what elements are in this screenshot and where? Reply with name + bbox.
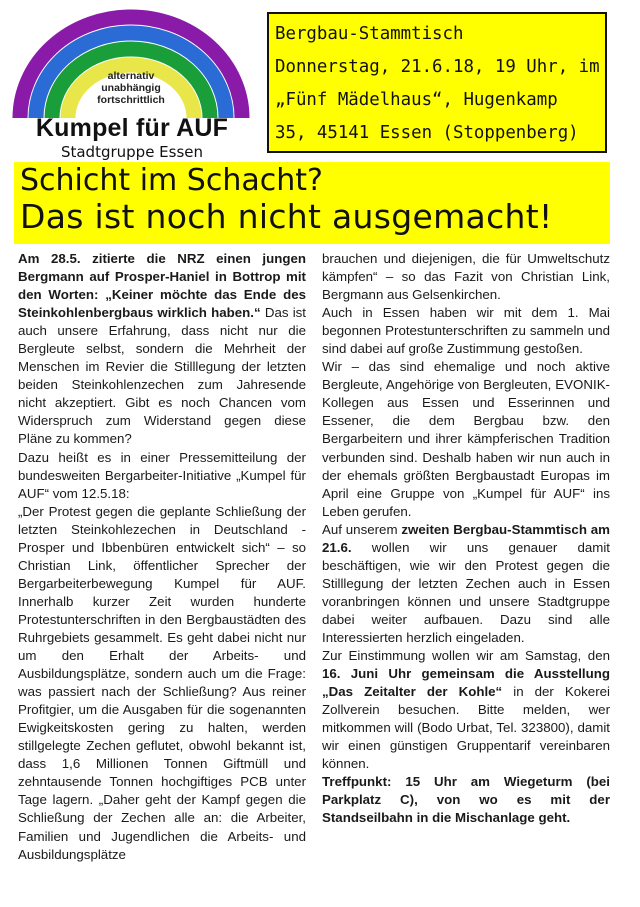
- event-title: Bergbau-Stammtisch: [275, 24, 464, 44]
- paragraph: [322, 647, 610, 773]
- meeting-point-bold: Treffpunkt: 15 Uhr am Wiegeturm (bei Parkplatz C), von wo es mit der Standseilbahn in die Mischanlage geht.: [322, 774, 610, 826]
- paragraph: [322, 773, 610, 827]
- logo: [6, 8, 256, 161]
- intro-bold: Am 28.5. zitierte die NRZ einen jungen Bergmann auf Prosper-Haniel in Bottrop mit den Worten: „Keiner möchte das Ende des Steinkohlenbergbaus wirklich haben.“: [18, 251, 306, 321]
- paragraph: [18, 250, 306, 449]
- text-run: Auf unserem: [322, 521, 402, 537]
- exhibition-bold: 16. Juni Uhr gemeinsam die Ausstellung „Das Zeitalter der Kohle“: [322, 666, 610, 700]
- paragraph: brauchen und diejenigen, die für Umweltschutz kämpfen“ – so das Fazit von Christian Link, Bergmann aus Gelsenkirchen.: [322, 251, 610, 303]
- stammtisch-date-bold: zweiten Bergbau-Stammtisch am 21.6.: [322, 521, 610, 555]
- logo-tagline: alternativ: [107, 70, 155, 82]
- paragraph: Wir – das sind ehemalige und noch aktive Bergleute, Angehörige von Bergleuten, EVONIK-Kollegen aus Essen und Esserinnen und Essener, die dem Bergbau bzw. den Bergarbeitern und ihrer kämpferischen Tradition verbunden sind. Deshalb haben wir nun auch in der ehemals größten Bergbaustadt Europas im April eine Gruppe von „Kumpel für AUF“ ins Leben gerufen.: [322, 359, 610, 519]
- paragraph: „Der Protest gegen die geplante Schließung der letzten Steinkohlezechen in Deutschland - Prosper und Ibbenbüren entwickelt sich“ – so Christian Link, öffentlicher Sprecher der Bergarbeiterbewegung Kumpel für AUF. Innerhalb kurzer Zeit wurden hunderte Protestunterschriften in den Bergbaustädten des Ruhrgebiets gesammelt. Es geht dabei nicht nur um den Erhalt der Arbeits- und Ausbildungsplätze, sondern auch um die Frage: was passiert nach der Schließung? Aus reiner Profitgier, um die Ausgaben für die sogenannten Ewigkeitskosten gering zu halten, werden stillgelegte Zechen geflutet, obwohl bekannt ist, dass 1,6 Millionen Tonnen Giftmüll und zehntausende Tonnen hochgiftiges PCB unter Tage lagern. „Daher geht der Kampf gegen die Schließung der Zechen alle an: die Arbeiter, Familien und Jugendlichen die Arbeits- und Ausbildungsplätze: [18, 503, 306, 862]
- intro-text: Das ist auch unsere Erfahrung, dass nicht nur die Bergleute selbst, sondern die Mehrheit der Menschen im Revier die Stilllegung der letzten beiden Steinkohlenzechen zum Jahresende nicht akzeptiert. Gibt es noch Chancen vom Widerspruch zum Widerstand gegen diese Pläne zu kommen?: [18, 305, 306, 447]
- logo-tagline: fortschrittlich: [97, 94, 165, 106]
- logo-name: Kumpel für AUF: [35, 114, 229, 142]
- headline-main: Das ist noch nicht ausgemacht!: [20, 197, 553, 236]
- event-box: [267, 12, 607, 153]
- event-address: 35, 45141 Essen (Stoppenberg): [275, 123, 579, 143]
- event-date: Donnerstag, 21.6.18, 19 Uhr, im: [275, 57, 600, 77]
- paragraph: Auch in Essen haben wir mit dem 1. Mai begonnen Protestunterschriften zu sammeln und sind dabei auf große Zustimmung gestoßen.: [322, 305, 610, 357]
- logo-tagline: unabhängig: [101, 82, 161, 94]
- logo-subtitle: Stadtgruppe Essen: [60, 143, 204, 161]
- headline-question: Schicht im Schacht?: [20, 163, 323, 198]
- text-run: Zur Einstimmung wollen wir am Samstag, den: [322, 648, 610, 664]
- text-run: wollen wir uns genauer damit beschäftigen, wie wir den Protest gegen die Stilllegung der letzten Zechen auch in Essen voranbringen können und unsere Stadtgruppe dabei weiter aufbauen. Dazu sind alle Interessierten herzlich eingeladen.: [322, 539, 610, 645]
- paragraph: [322, 521, 610, 647]
- text-run: in der Kokerei Zollverein besuchen. Bitte melden, wer mitkommen will (Bodo Urbat, Tel. 323800), damit wir einen günstigen Gruppentarif vereinbaren können.: [322, 684, 610, 772]
- article-column-right: [322, 250, 610, 828]
- article-column-left: [18, 250, 306, 864]
- event-venue: „Fünf Mädelhaus“, Hugenkamp: [275, 90, 558, 110]
- paragraph: Dazu heißt es in einer Pressemitteilung der bundesweiten Bergarbeiter-Initiative „Kumpel für AUF“ vom 12.5.18:: [18, 449, 306, 501]
